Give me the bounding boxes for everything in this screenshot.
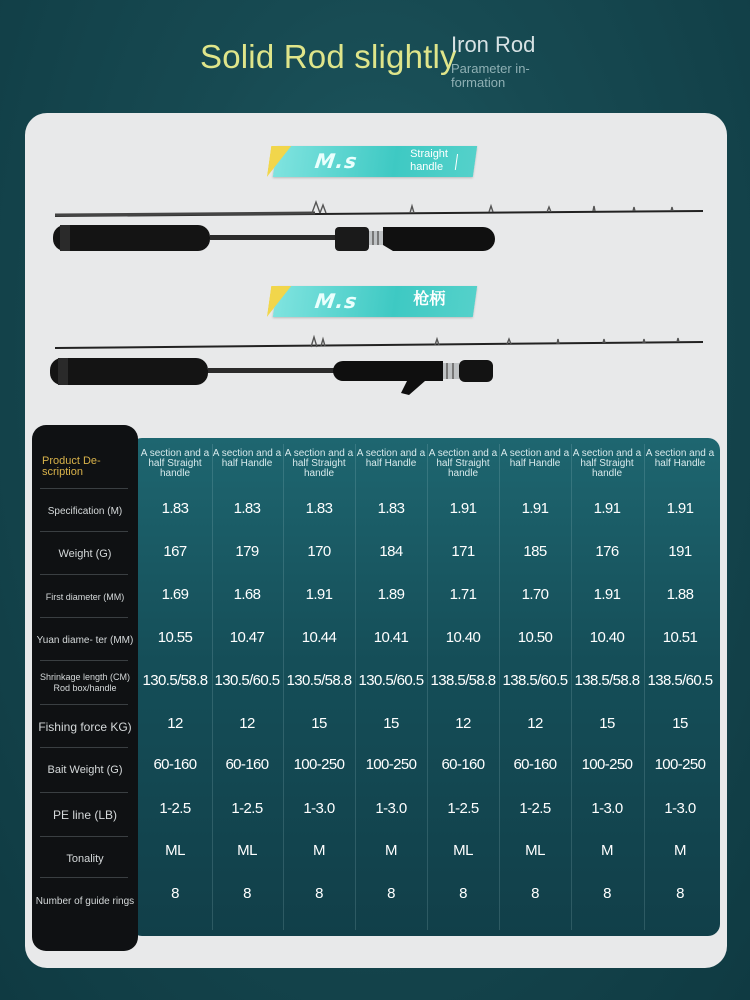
table-cell: 1-3.0	[303, 800, 335, 817]
row-label: Tonality	[66, 852, 104, 865]
row-divider	[40, 660, 128, 661]
column-header: A section and a half Straight handle	[140, 448, 210, 479]
row-label: Specification (M)	[47, 505, 123, 517]
row-label: Bait Weight (G)	[47, 763, 123, 776]
table-cell: 1-3.0	[375, 800, 407, 817]
table-cell: 170	[307, 543, 331, 560]
table-cell: 1.91	[593, 500, 621, 517]
table-cell: M	[601, 842, 613, 859]
column-header: A section and a half Handle	[500, 448, 570, 469]
table-cell: 138.5/58.8	[430, 672, 496, 689]
row-divider	[40, 792, 128, 793]
table-cell: 100-250	[654, 756, 706, 773]
table-cell: 10.47	[229, 629, 265, 646]
table-cell: 8	[171, 885, 179, 902]
column-header: A section and a half Straight handle	[572, 448, 642, 479]
table-cell: 10.41	[373, 629, 409, 646]
table-cell: 10.55	[157, 629, 193, 646]
table-cell: 1.71	[449, 586, 477, 603]
table-cell: 10.44	[301, 629, 337, 646]
badge-label: 枪柄	[413, 289, 446, 308]
table-cell: 100-250	[581, 756, 633, 773]
table-cell: 15	[599, 715, 615, 732]
table-cell: 176	[595, 543, 619, 560]
column-header: A section and a half Handle	[356, 448, 426, 469]
table-cell: 1.91	[449, 500, 477, 517]
table-cell: 1.69	[161, 586, 189, 603]
table-cell: 138.5/60.5	[502, 672, 568, 689]
table-cell: M	[385, 842, 397, 859]
table-cell: 1-2.5	[231, 800, 263, 817]
row-divider	[40, 747, 128, 748]
table-cell: 1.91	[521, 500, 549, 517]
table-cell: 1.83	[233, 500, 261, 517]
table-cell: M	[313, 842, 325, 859]
row-label: Shrinkage length (CM) Rod box/handle	[39, 672, 131, 693]
table-cell: 15	[672, 715, 688, 732]
table-cell: 185	[523, 543, 547, 560]
page-subtitle: Iron Rod	[451, 32, 536, 57]
header	[0, 30, 750, 100]
table-cell: 60-160	[153, 756, 197, 773]
table-cell: 184	[379, 543, 403, 560]
spec-label-column	[32, 425, 138, 951]
table-cell: 10.51	[662, 629, 698, 646]
table-cell: 1-3.0	[591, 800, 623, 817]
table-cell: 100-250	[293, 756, 345, 773]
table-cell: 8	[243, 885, 251, 902]
table-cell: 1.70	[521, 586, 549, 603]
table-cell: 8	[676, 885, 684, 902]
row-divider	[40, 488, 128, 489]
row-label: Weight (G)	[58, 547, 112, 560]
table-cell: ML	[525, 842, 545, 859]
table-cell: 8	[387, 885, 395, 902]
table-cell: 1.83	[305, 500, 333, 517]
table-cell: 12	[239, 715, 255, 732]
table-cell: ML	[453, 842, 473, 859]
table-cell: 12	[527, 715, 543, 732]
table-cell: 12	[167, 715, 183, 732]
brand-logo: M.s	[313, 149, 360, 173]
page-note: Parameter in- formation	[451, 61, 530, 90]
table-corner-label: Product De- scription	[42, 455, 101, 478]
table-cell: 15	[311, 715, 327, 732]
table-cell: 60-160	[225, 756, 269, 773]
rod-pistol-handle-icon	[50, 337, 703, 395]
table-cell: 1.91	[666, 500, 694, 517]
table-cell: ML	[237, 842, 257, 859]
table-cell: 1.88	[666, 586, 694, 603]
table-cell: 167	[163, 543, 187, 560]
brand-logo: M.s	[313, 289, 360, 313]
table-cell: 191	[668, 543, 692, 560]
table-cell: 130.5/60.5	[358, 672, 424, 689]
table-cell: 171	[451, 543, 475, 560]
rod-straight-handle-icon	[53, 202, 703, 251]
table-cell: 100-250	[365, 756, 417, 773]
column-header: A section and a half Straight handle	[284, 448, 354, 479]
column-header: A section and a half Handle	[645, 448, 715, 469]
table-cell: 179	[235, 543, 259, 560]
table-cell: 130.5/58.8	[286, 672, 352, 689]
table-cell: 10.40	[589, 629, 625, 646]
table-cell: 8	[315, 885, 323, 902]
row-divider	[40, 704, 128, 705]
badge-label: Straight handle	[410, 148, 448, 173]
row-label: PE line (LB)	[52, 807, 118, 822]
row-divider	[40, 836, 128, 837]
table-cell: 1-2.5	[519, 800, 551, 817]
page-title: Solid Rod slightly	[200, 38, 457, 75]
column-header: A section and a half Handle	[212, 448, 282, 469]
table-cell: 130.5/60.5	[214, 672, 280, 689]
table-cell: 8	[531, 885, 539, 902]
row-label: First diameter (MM)	[45, 591, 125, 602]
row-divider	[40, 531, 128, 532]
table-cell: 1.83	[377, 500, 405, 517]
table-cell: 130.5/58.8	[142, 672, 208, 689]
rod-illustrations	[25, 113, 727, 413]
column-header: A section and a half Straight handle	[428, 448, 498, 479]
rod-images	[25, 113, 727, 413]
table-cell: 60-160	[513, 756, 557, 773]
table-cell: 12	[455, 715, 471, 732]
row-divider	[40, 574, 128, 575]
table-cell: 138.5/58.8	[574, 672, 640, 689]
table-cell: 1-2.5	[159, 800, 191, 817]
table-cell: 60-160	[441, 756, 485, 773]
row-divider	[40, 617, 128, 618]
row-divider	[40, 877, 128, 878]
table-cell: 8	[603, 885, 611, 902]
table-cell: 1-3.0	[664, 800, 696, 817]
table-cell: 1.91	[593, 586, 621, 603]
row-label: Yuan diame- ter (MM)	[36, 634, 134, 646]
table-cell: 8	[459, 885, 467, 902]
table-cell: 1.91	[305, 586, 333, 603]
row-label: Fishing force KG)	[38, 719, 132, 734]
row-label: Number of guide rings	[35, 895, 135, 907]
table-cell: 1-2.5	[447, 800, 479, 817]
table-cell: 10.50	[517, 629, 553, 646]
table-cell: 1.83	[161, 500, 189, 517]
table-cell: 10.40	[445, 629, 481, 646]
table-cell: 1.68	[233, 586, 261, 603]
table-cell: 15	[383, 715, 399, 732]
table-cell: ML	[165, 842, 185, 859]
table-cell: 138.5/60.5	[647, 672, 713, 689]
table-cell: 1.89	[377, 586, 405, 603]
table-cell: M	[674, 842, 686, 859]
